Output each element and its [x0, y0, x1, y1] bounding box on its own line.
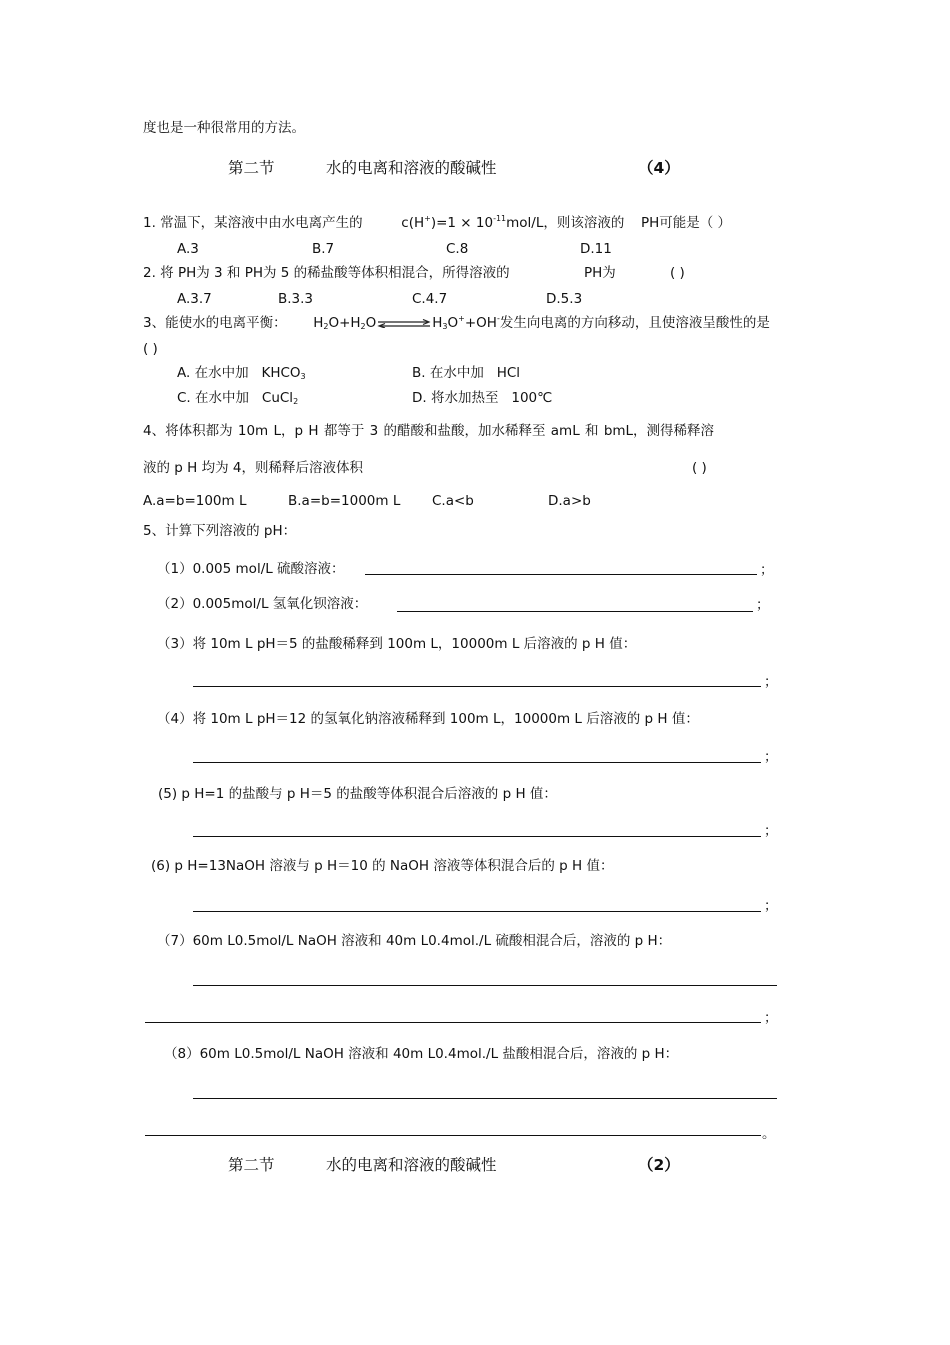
- answer-blank-3[interactable]: [193, 686, 761, 687]
- q3-option-a: A. 在水中加 $KHCO_3$: [177, 365, 306, 381]
- q1-plus: +: [424, 214, 431, 223]
- q5-item-4: （4）将 10m L pH＝12 的氢氧化钠溶液稀释到 100m L，10000m L 后溶液的 p H 值：: [157, 711, 699, 727]
- semicolon: ；: [764, 1010, 778, 1026]
- q1-exp: -11: [493, 214, 507, 223]
- equilibrium-arrow-icon: [376, 319, 432, 328]
- answer-blank-5[interactable]: [193, 836, 761, 837]
- q3-option-c: C. 在水中加 CuCl$_2$: [177, 390, 299, 406]
- semicolon: ；: [760, 562, 774, 578]
- intro-text: 度也是一种很常用的方法。: [143, 120, 305, 136]
- q5-item-7: （7）60m L0.5mol/L NaOH 溶液和 40m L0.4mol./L 硫酸相混合后，溶液的 p H：: [157, 933, 672, 949]
- q1-option-c: C.8: [446, 241, 469, 257]
- q2-option-a: A.3.7: [177, 291, 212, 307]
- semicolon: ；: [764, 674, 778, 690]
- q5-item-1: （1）0.005 mol/L 硫酸溶液：: [157, 561, 345, 577]
- q2-option-c: C.4.7: [412, 291, 448, 307]
- q4-paren: ( ): [692, 460, 707, 476]
- answer-blank-7a[interactable]: [193, 985, 777, 986]
- section-topic: 水的电离和溶液的酸碱性: [326, 159, 497, 177]
- answer-blank-2[interactable]: [397, 611, 753, 612]
- semicolon: ；: [756, 597, 770, 613]
- q3-option-d: D. 将水加热至 100℃: [412, 390, 553, 406]
- answer-blank-7b[interactable]: [145, 1022, 761, 1023]
- period: 。: [762, 1126, 776, 1142]
- answer-blank-1[interactable]: [365, 574, 757, 575]
- answer-blank-6[interactable]: [193, 911, 761, 912]
- section-topic: 水的电离和溶液的酸碱性: [326, 1156, 497, 1174]
- q4-option-b: B.a=b=1000m L: [288, 493, 401, 509]
- section-number: （2）: [638, 1156, 680, 1174]
- q5-item-6: (6) p H=13NaOH 溶液与 p H＝10 的 NaOH 溶液等体积混合后的 p H 值：: [151, 858, 614, 874]
- q1-prefix: 1. 常温下，某溶液中由水电离产生的: [143, 215, 363, 231]
- question-4-line1: 4、将体积都为 10m L，p H 都等于 3 的醋酸和盐酸，加水稀释至 amL 和 bmL，测得稀释溶: [143, 423, 715, 439]
- section-label: 第二节: [228, 1156, 275, 1174]
- question-2: 2. 将 PH为 3 和 PH为 5 的稀盐酸等体积相混合，所得溶液的: [143, 265, 510, 281]
- question-5-title: 5、计算下列溶液的 pH：: [143, 523, 297, 539]
- question-1: [143, 214, 731, 232]
- q1-option-b: B.7: [312, 241, 335, 257]
- semicolon: ；: [764, 823, 778, 839]
- q4-option-d: D.a>b: [548, 493, 591, 509]
- answer-blank-8a[interactable]: [193, 1098, 777, 1099]
- q1-unit: mol/L，则该溶液的: [506, 215, 625, 231]
- question-3: [143, 314, 770, 332]
- q1-tail: PH可能是（ ）: [640, 215, 732, 231]
- q5-item-5: (5) p H=1 的盐酸与 p H＝5 的盐酸等体积混合后溶液的 p H 值：: [158, 786, 557, 802]
- q1-option-d: D.11: [580, 241, 612, 257]
- q2-option-b: B.3.3: [278, 291, 314, 307]
- q2-paren: ( ): [670, 265, 685, 281]
- answer-blank-8b[interactable]: [145, 1135, 761, 1136]
- q3-paren: ( ): [143, 341, 158, 357]
- section-number: （4）: [638, 159, 680, 177]
- q3-option-b: B. 在水中加 HCl: [412, 365, 521, 381]
- semicolon: ；: [764, 749, 778, 765]
- q1-c-open: c(H: [401, 215, 425, 231]
- semicolon: ；: [764, 898, 778, 914]
- q3-equation: $H_2O+H_2O$ $H_3O^++OH^-$: [313, 314, 500, 331]
- q4-option-a: A.a=b=100m L: [143, 493, 247, 509]
- q5-item-2: （2）0.005mol/L 氢氧化钡溶液：: [157, 596, 368, 612]
- q3-suffix: 发生向电离的方向移动，且使溶液呈酸性的是: [499, 315, 770, 331]
- q5-item-8: （8）60m L0.5mol/L NaOH 溶液和 40m L0.4mol./L 盐酸相混合后，溶液的 p H：: [164, 1046, 679, 1062]
- q1-c-mid: )=1 × 10: [430, 215, 494, 231]
- q2-tail: PH为: [584, 265, 616, 281]
- answer-blank-4[interactable]: [193, 762, 761, 763]
- q4-option-c: C.a<b: [432, 493, 474, 509]
- q1-option-a: A.3: [177, 241, 199, 257]
- q3-prefix: 3、能使水的电离平衡：: [143, 315, 287, 331]
- q2-option-d: D.5.3: [546, 291, 583, 307]
- section-label: 第二节: [228, 159, 275, 177]
- q5-item-3: （3）将 10m L pH＝5 的盐酸稀释到 100m L，10000m L 后溶液的 p H 值：: [157, 636, 637, 652]
- question-4-line2: 液的 p H 均为 4，则稀释后溶液体积: [143, 460, 363, 476]
